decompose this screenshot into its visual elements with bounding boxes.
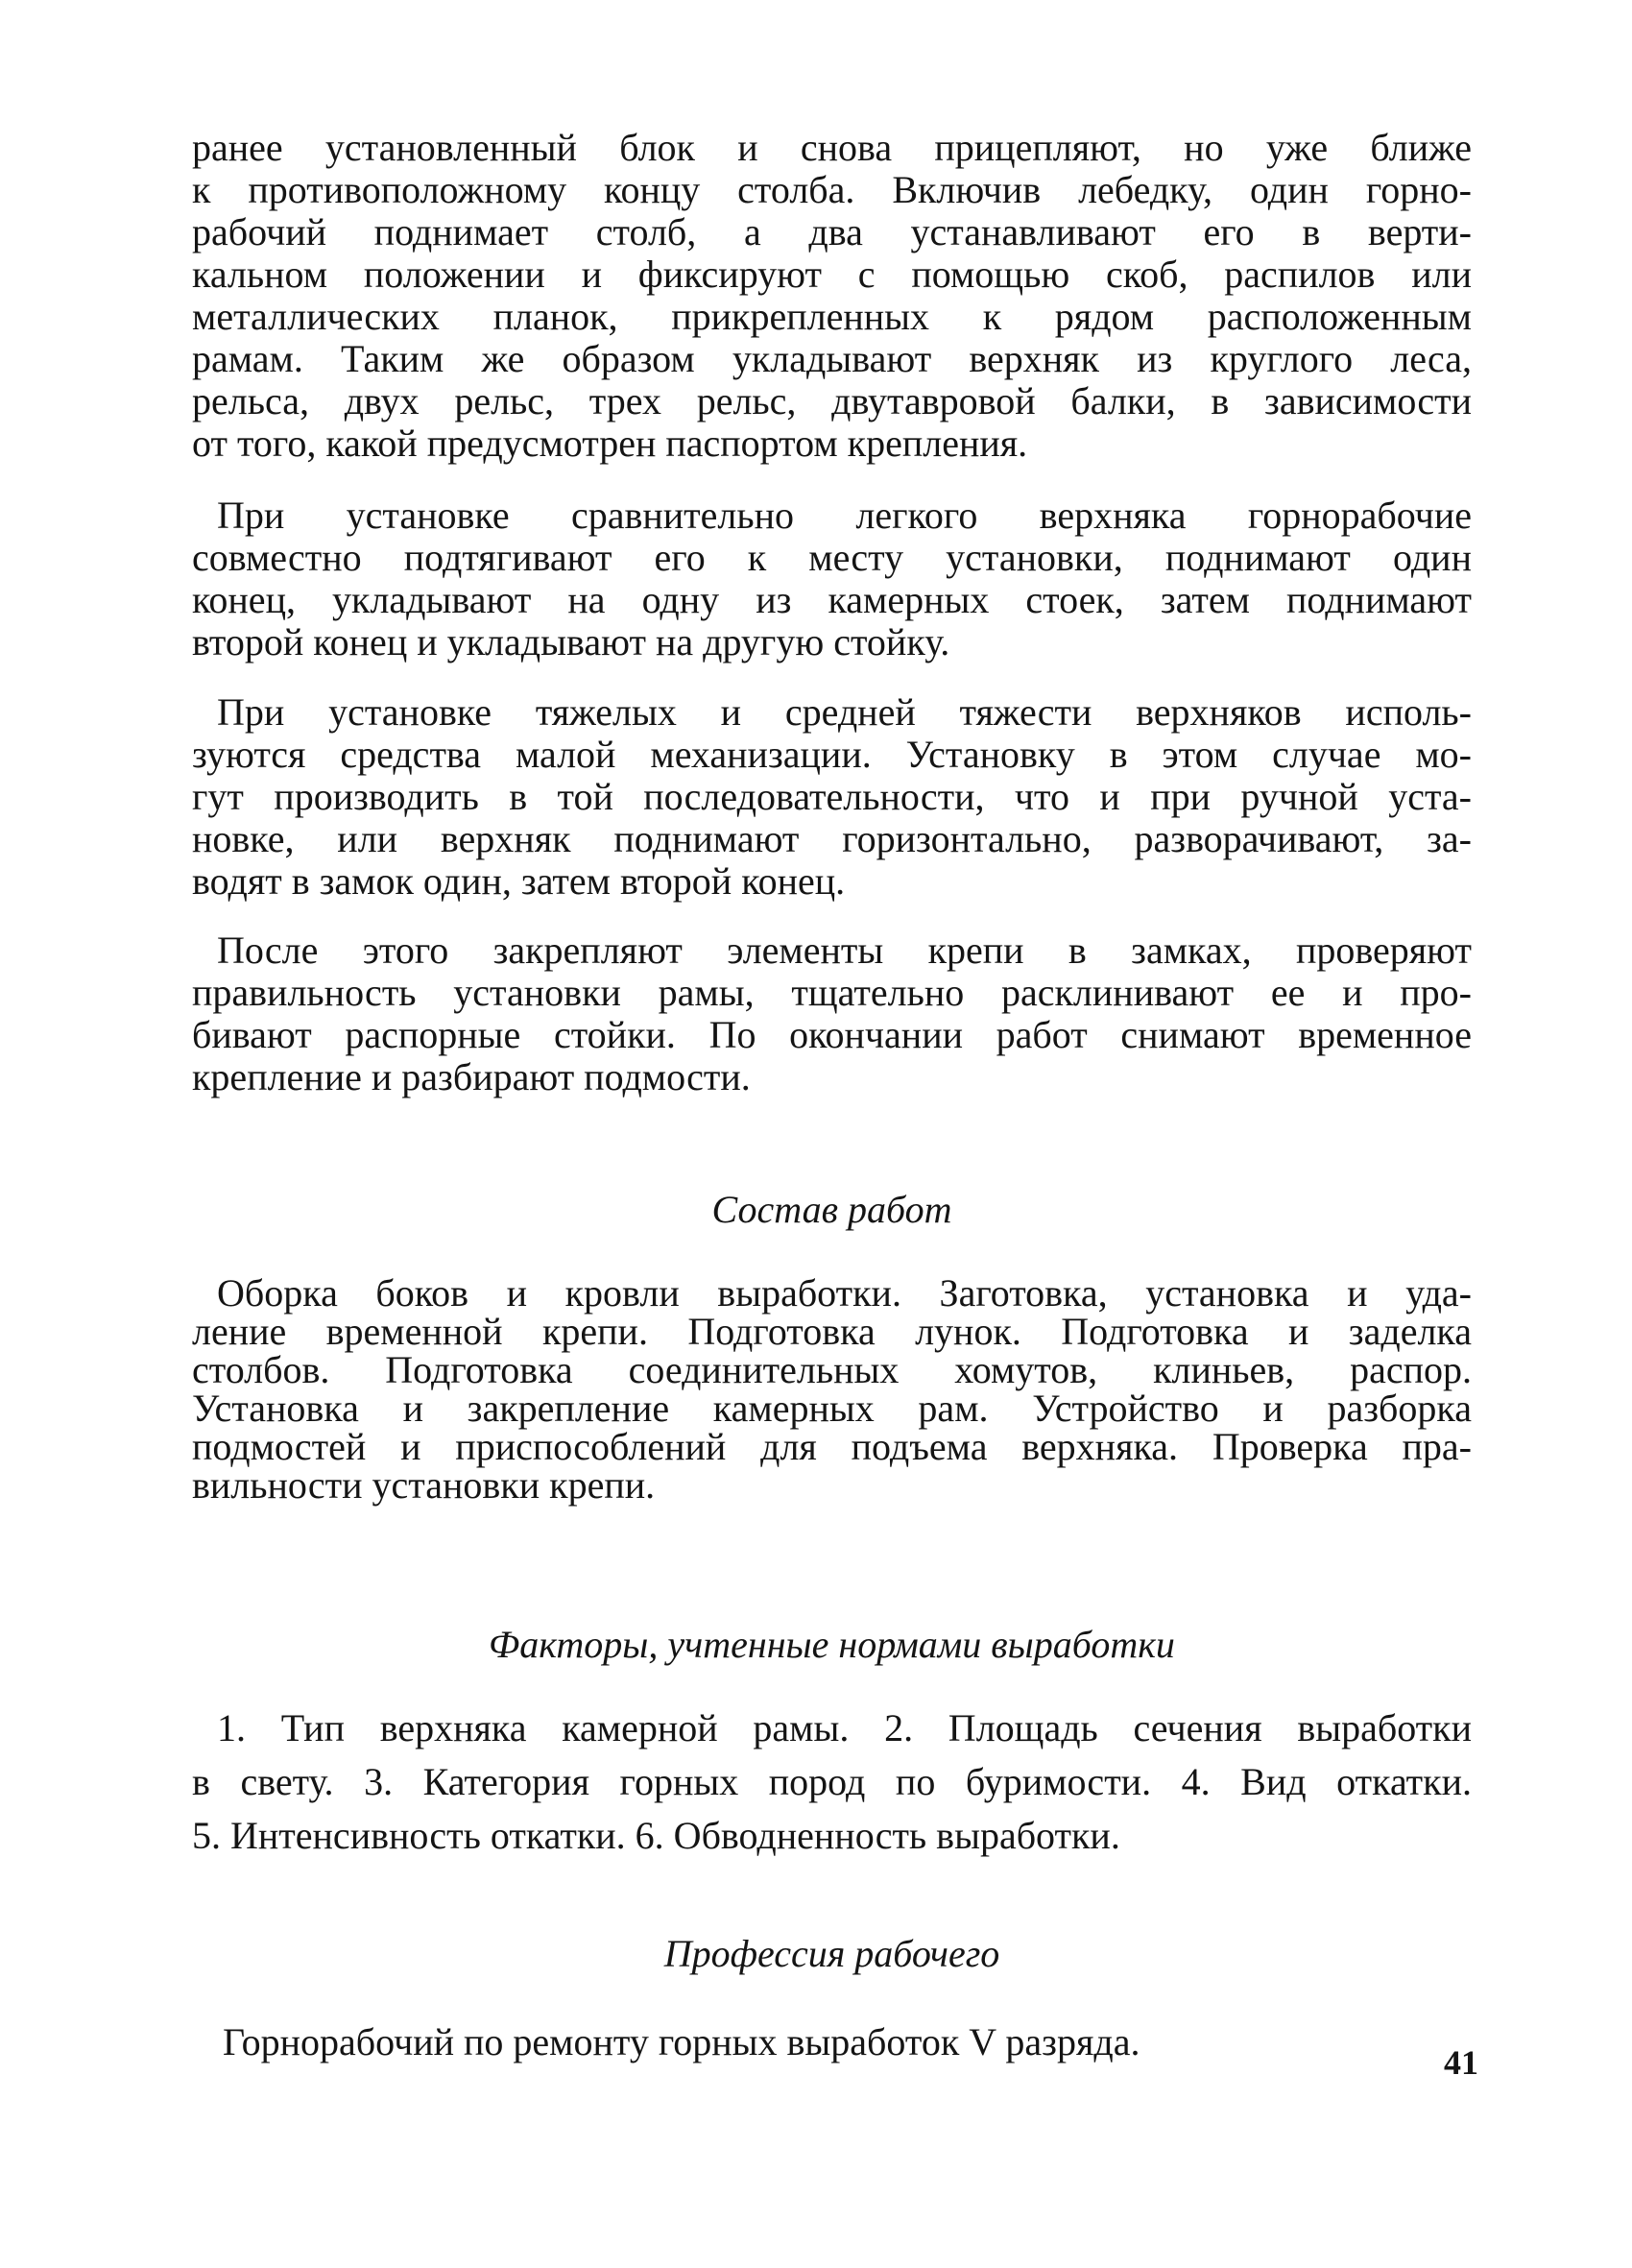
text-line: в свету. 3. Категория горных пород по буримости. 4. Вид откатки. bbox=[192, 1760, 1472, 1803]
text-line: При установке тяжелых и средней тяжести верхняков исполь- bbox=[217, 690, 1472, 734]
text-line: При установке сравнительно легкого верхняка горнорабочие bbox=[217, 494, 1472, 537]
paragraph-work-composition bbox=[192, 1271, 1472, 1507]
paragraph-profession bbox=[223, 2021, 1140, 2063]
text-line: водят в замок один, затем второй конец. bbox=[192, 859, 846, 903]
text-line: конец, укладывают на одну из камерных стоек, затем поднимают bbox=[192, 578, 1472, 621]
text-line: 5. Интенсивность откатки. 6. Обводненность выработки. bbox=[192, 1814, 1120, 1857]
text-line: от того, какой предусмотрен паспортом крепления. bbox=[192, 422, 1028, 465]
text-line: крепление и разбирают подмости. bbox=[192, 1055, 751, 1098]
text-line: 1. Тип верхняка камерной рамы. 2. Площадь сечения выработки bbox=[217, 1706, 1472, 1749]
text-line: ление временной крепи. Подготовка лунок. Подготовка и заделка bbox=[192, 1310, 1472, 1353]
text-line: правильность установки рамы, тщательно расклинивают ее и про- bbox=[192, 971, 1472, 1014]
text-line: Оборка боков и кровли выработки. Заготовка, установка и уда- bbox=[217, 1271, 1472, 1315]
text-line: совместно подтягивают его к месту установки, поднимают один bbox=[192, 536, 1472, 579]
paragraph-2 bbox=[192, 495, 1472, 664]
text-line: бивают распорные стойки. По окончании работ снимают временное bbox=[192, 1013, 1472, 1056]
text-line: Установка и закрепление камерных рам. Устройство и разборка bbox=[192, 1387, 1472, 1430]
paragraph-3 bbox=[192, 691, 1472, 903]
text-line: ранее установленный блок и снова прицепляют, но уже ближе bbox=[192, 126, 1472, 169]
paragraph-4 bbox=[192, 929, 1472, 1098]
text-line: кальном положении и фиксируют с помощью скоб, распилов или bbox=[192, 253, 1472, 296]
text-line: После этого закрепляют элементы крепи в замках, проверяют bbox=[217, 929, 1472, 972]
paragraph-factors bbox=[192, 1701, 1472, 1863]
text-line: зуются средства малой механизации. Установку в этом случае мо- bbox=[192, 733, 1472, 776]
text-line: Горнорабочий по ремонту горных выработок V разряда. bbox=[223, 2020, 1140, 2063]
heading-work-composition: Состав работ bbox=[711, 1188, 952, 1231]
text-line: гут производить в той последовательности, что и при ручной уста- bbox=[192, 775, 1472, 818]
text-line: металлических планок, прикрепленных к рядом расположенным bbox=[192, 295, 1472, 338]
text-line: столбов. Подготовка соединительных хомутов, клиньев, распор. bbox=[192, 1348, 1472, 1391]
text-line: второй конец и укладывают на другую стойку. bbox=[192, 620, 950, 664]
text-line: к противоположному концу столба. Включив лебедку, один горно- bbox=[192, 168, 1472, 211]
paragraph-1 bbox=[192, 127, 1472, 465]
heading-factors: Факторы, учтенные нормами выработки bbox=[489, 1623, 1175, 1666]
text-line: новке, или верхняк поднимают горизонтально, разворачивают, за- bbox=[192, 817, 1472, 860]
text-line: вильности установки крепи. bbox=[192, 1463, 656, 1507]
page-number: 41 bbox=[1444, 2043, 1478, 2082]
text-line: рельса, двух рельс, трех рельс, двутавровой балки, в зависимости bbox=[192, 379, 1472, 422]
heading-profession: Профессия рабочего bbox=[663, 1932, 1000, 1975]
text-line: рабочий поднимает столб, а два устанавливают его в верти- bbox=[192, 210, 1472, 253]
text-line: подмостей и приспособлений для подъема верхняка. Проверка пра- bbox=[192, 1425, 1472, 1468]
text-line: рамам. Таким же образом укладывают верхняк из круглого леса, bbox=[192, 337, 1472, 380]
